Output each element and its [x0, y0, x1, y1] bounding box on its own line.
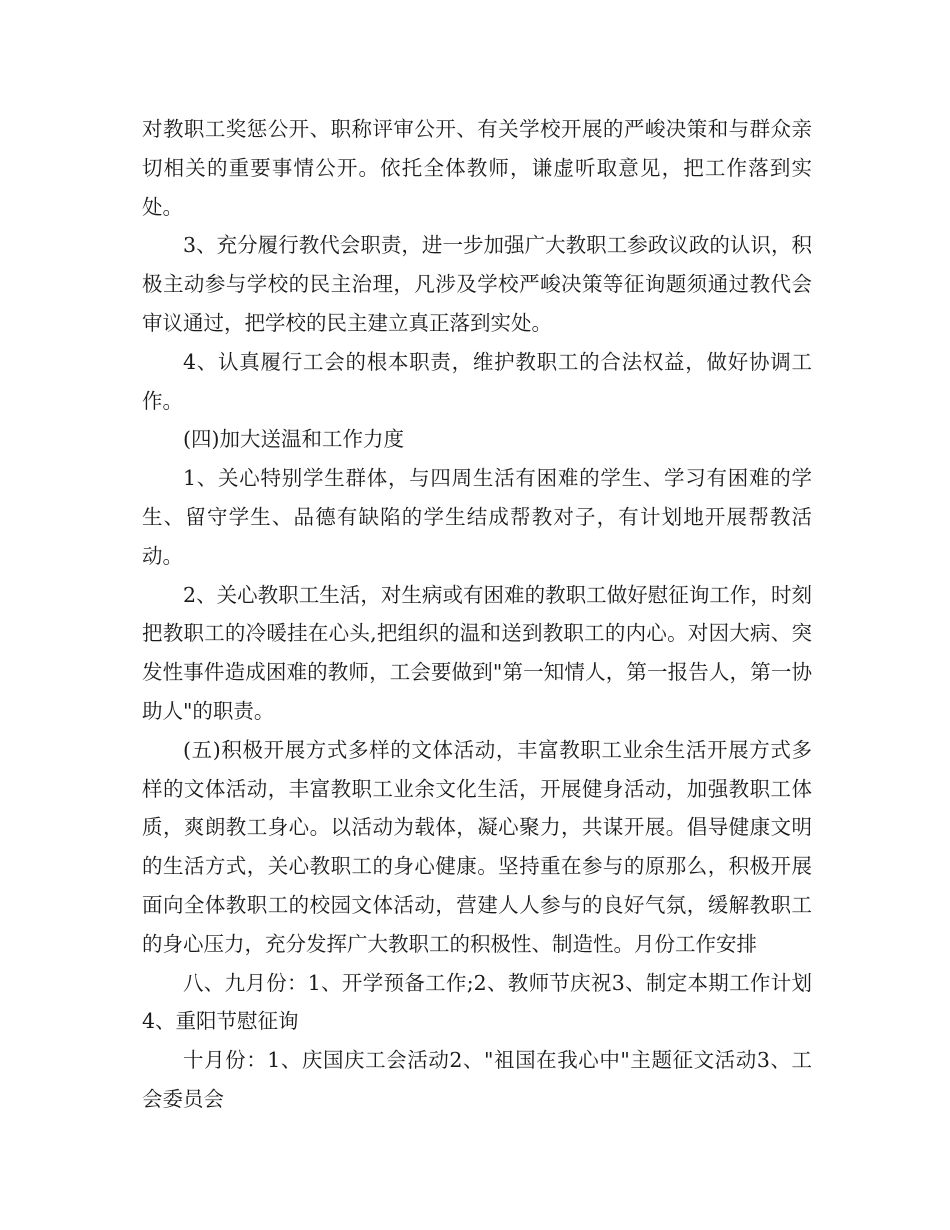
document-body — [142, 110, 812, 1119]
paragraph-5: 1、关心特别学生群体，与四周生活有困难的学生、学习有困难的学生、留守学生、品德有缺陷的学生结成帮教对子，有计划地开展帮教活动。 — [142, 466, 812, 568]
section-heading-4: (四)加大送温和工作力度 — [183, 427, 404, 452]
paragraph-2: 3、充分履行教代会职责，进一步加强广大教职工参政议政的认识，积极主动参与学校的民主治理，凡涉及学校严峻决策等征询题须通过教代会审议通过，把学校的民主建立真正落到实处。 — [142, 233, 812, 335]
paragraph-1: 对教职工奖惩公开、职称评审公开、有关学校开展的严峻决策和与群众亲切相关的重要事情公开。依托全体教师，谦虚听取意见，把工作落到实处。 — [142, 117, 812, 219]
paragraph-6: 2、关心教职工生活，对生病或有困难的教职工做好慰征询工作，时刻把教职工的冷暖挂在心头,把组织的温和送到教职工的内心。对因大病、突发性事件造成困难的教师，工会要做到"第一知情人，第一报告人，第一协助人"的职责。 — [142, 582, 812, 723]
paragraph-8: 八、九月份：1、开学预备工作;2、教师节庆祝3、制定本期工作计划4、重阳节慰征询 — [142, 970, 812, 1034]
paragraph-3: 4、认真履行工会的根本职责，维护教职工的合法权益，做好协调工作。 — [142, 349, 812, 413]
paragraph-9: 十月份：1、庆国庆工会活动2、"祖国在我心中"主题征文活动3、工会委员会 — [142, 1048, 812, 1111]
paragraph-7: (五)积极开展方式多样的文体活动，丰富教职工业余生活开展方式多样的文体活动，丰富教职工业余文化生活，开展健身活动，加强教职工体质，爽朗教工身心。以活动为载体，凝心聚力，共谋开展。倡导健康文明的生活方式，关心教职工的身心健康。坚持重在参与的原那么，积极开展面向全体教职工的校园文体活动，营建人人参与的良好气氛，缓解教职工的身心压力，充分发挥广大教职工的积极性、制造性。月份工作安排 — [142, 737, 812, 956]
